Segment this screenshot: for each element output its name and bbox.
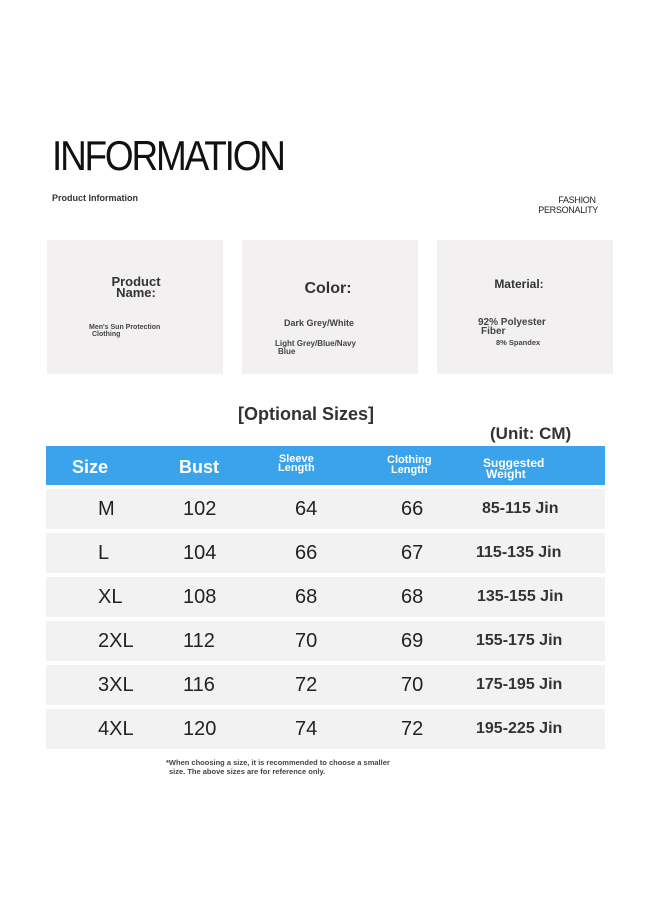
table-row: XL 108 68 68 135-155 Jin — [46, 577, 605, 617]
cell-sleeve: 74 — [295, 718, 318, 740]
cell-bust: 116 — [183, 674, 215, 696]
cell-length: 67 — [401, 542, 424, 564]
size-note-line1: *When choosing a size, it is recommended to choose a smaller — [166, 758, 390, 767]
cell-sleeve: 68 — [295, 586, 318, 608]
table-row: L 104 66 67 115-135 Jin — [46, 533, 605, 573]
table-row: M 102 64 66 85-115 Jin — [46, 489, 605, 529]
fashion-personality-tag — [538, 195, 598, 215]
cell-sleeve: 64 — [295, 498, 318, 520]
size-note-line2: size. The above sizes are for reference only. — [169, 767, 326, 776]
cell-length: 68 — [401, 586, 424, 608]
product-name-title — [91, 276, 181, 298]
color-card — [242, 240, 418, 374]
material-line1: 92% Polyester — [478, 317, 546, 328]
product-name-title-line2: Name: — [116, 285, 156, 300]
product-name-value — [89, 324, 160, 338]
cell-bust: 120 — [183, 718, 217, 740]
fashion-tag-line2: PERSONALITY — [538, 205, 598, 215]
material-line2: Fiber — [481, 326, 506, 337]
cell-weight: 175-195 Jin — [476, 676, 563, 693]
col-header-clothing-line1: Clothing — [387, 454, 432, 466]
material-value — [478, 318, 546, 336]
material-line3: 8% Spandex — [496, 338, 541, 347]
cell-weight: 135-155 Jin — [477, 588, 564, 605]
cell-sleeve: 72 — [295, 674, 318, 696]
table-row: 4XL 120 74 72 195-225 Jin — [46, 709, 605, 749]
product-name-line2: Clothing — [92, 331, 121, 338]
col-header-sleeve-length — [278, 455, 315, 473]
page-title: INFORMATION — [52, 132, 284, 179]
cell-length: 69 — [401, 630, 424, 652]
cell-sleeve: 70 — [295, 630, 318, 652]
color-value-2 — [275, 340, 356, 356]
cell-bust: 108 — [183, 586, 217, 608]
product-info-label: Product Information — [52, 193, 138, 203]
size-note — [166, 758, 390, 776]
col-header-weight-line1: Suggested — [483, 456, 545, 470]
cell-weight: 155-175 Jin — [476, 632, 563, 649]
color-title: Color: — [304, 280, 352, 297]
material-card — [437, 240, 613, 374]
color-line2: Light Grey/Blue/Navy — [275, 339, 356, 348]
cell-sleeve: 66 — [295, 542, 318, 564]
cell-length: 72 — [401, 718, 424, 740]
cell-weight: 85-115 Jin — [482, 500, 559, 517]
optional-sizes-heading: [Optional Sizes] — [238, 404, 375, 424]
col-header-bust: Bust — [179, 457, 219, 477]
color-line3: Blue — [278, 347, 296, 356]
col-header-sleeve-line1: Sleeve — [278, 453, 314, 465]
col-header-weight-line2: Weight — [486, 467, 526, 481]
material-title: Material: — [494, 277, 544, 291]
col-header-suggested-weight — [483, 458, 544, 480]
fashion-tag-line1: FASHION — [558, 195, 596, 205]
col-header-sleeve-line2: Length — [278, 462, 315, 474]
cell-bust: 104 — [183, 542, 217, 564]
unit-label: (Unit: CM) — [490, 424, 572, 443]
cell-weight: 115-135 Jin — [476, 544, 562, 561]
cell-bust: 102 — [183, 498, 217, 520]
cell-length: 66 — [401, 498, 424, 520]
size-table-header — [46, 446, 605, 485]
product-name-card — [47, 240, 223, 374]
cell-bust: 112 — [183, 630, 215, 652]
col-header-size: Size — [72, 457, 109, 477]
product-name-line1: Men's Sun Protection — [89, 324, 161, 331]
cell-length: 70 — [401, 674, 424, 696]
table-row: 2XL 112 70 69 155-175 Jin — [46, 621, 605, 661]
size-table — [46, 446, 605, 749]
col-header-clothing-length — [387, 455, 432, 475]
color-line1: Dark Grey/White — [284, 318, 355, 328]
cell-weight: 195-225 Jin — [476, 720, 563, 737]
table-row: 3XL 116 72 70 175-195 Jin — [46, 665, 605, 705]
col-header-clothing-line2: Length — [390, 464, 428, 476]
product-name-title-line1: Product — [111, 274, 161, 289]
